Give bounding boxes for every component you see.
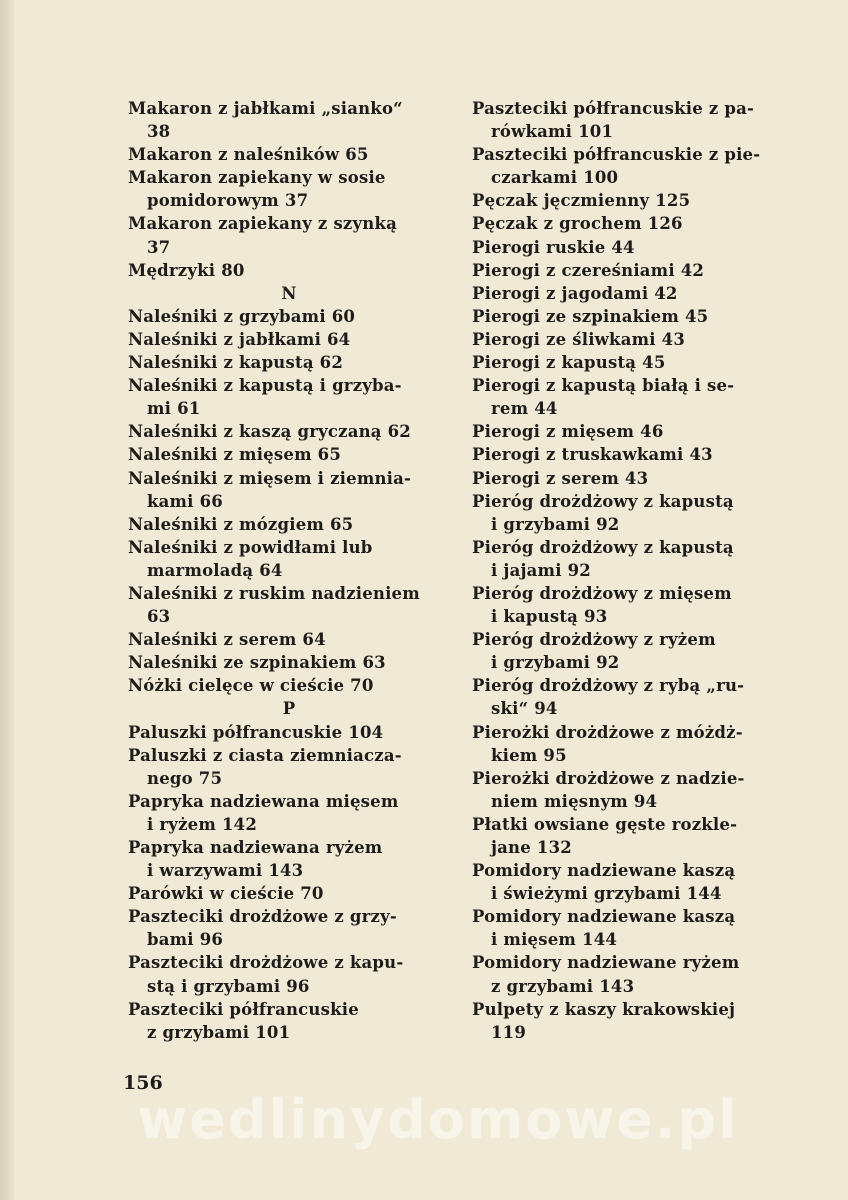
index-entry-continuation: kami 66 [147, 491, 223, 511]
index-entry-continuation: 38 [147, 122, 171, 142]
index-entry-continuation: i jajami 92 [491, 560, 591, 580]
index-entry: Paszteciki drożdżowe z kapu- [128, 953, 404, 973]
index-entry: Paszteciki półfrancuskie [128, 999, 359, 1019]
index-entry: Naleśniki z powidłami lub [128, 537, 373, 557]
index-entry: Naleśniki z kapustą i grzyba- [128, 376, 402, 396]
index-entry: Pieróg drożdżowy z kapustą [472, 537, 734, 557]
index-entry: Naleśniki z kapustą 62 [128, 353, 344, 373]
index-entry: Makaron zapiekany z szynką [128, 214, 398, 234]
index-entry: Pieróg drożdżowy z kapustą [472, 491, 734, 511]
index-entry-continuation: z grzybami 101 [147, 1022, 291, 1042]
index-entry: Naleśniki z serem 64 [128, 630, 326, 650]
index-entry-continuation: i grzybami 92 [491, 514, 620, 534]
page-number: 156 [123, 1072, 163, 1094]
index-entry-continuation: i świeżymi grzybami 144 [491, 884, 722, 904]
index-entry-continuation: rem 44 [491, 399, 558, 419]
index-entry-continuation: z grzybami 143 [491, 976, 635, 996]
index-entry-continuation: kiem 95 [491, 745, 567, 765]
index-entry-continuation: 37 [147, 237, 171, 257]
index-entry: Makaron zapiekany w sosie [128, 168, 386, 188]
index-entry: Naleśniki z kaszą gryczaną 62 [128, 422, 411, 442]
index-entry-continuation: i ryżem 142 [147, 814, 258, 834]
index-entry-continuation: pomidorowym 37 [147, 191, 309, 211]
index-entry: Paluszki półfrancuskie 104 [128, 722, 384, 742]
index-entry: Naleśniki z mózgiem 65 [128, 514, 354, 534]
index-entry: Papryka nadziewana ryżem [128, 838, 383, 857]
index-entry: Pierogi z czereśniami 42 [472, 260, 705, 280]
index-entry-continuation: niem mięsnym 94 [491, 791, 658, 811]
index-entry: Parówki w cieście 70 [128, 884, 324, 904]
index-entry: Pierogi ze śliwkami 43 [472, 329, 686, 349]
index-column-left [128, 97, 450, 1044]
index-entry: Pierogi z serem 43 [472, 468, 649, 488]
index-entry: Papryka nadziewana mięsem [128, 791, 399, 811]
page-edge [0, 0, 14, 1200]
index-entry: Naleśniki z mięsem i ziemnia- [128, 468, 412, 488]
index-entry: Płatki owsiane gęste rozkle- [472, 814, 738, 834]
index-entry: Pęczak z grochem 126 [472, 214, 683, 234]
index-entry: Pęczak jęczmienny 125 [472, 191, 691, 211]
index-entry: Naleśniki z jabłkami 64 [128, 329, 351, 349]
index-entry-continuation: bami 96 [147, 930, 224, 950]
index-entry: Pierożki drożdżowe z móżdż- [472, 722, 743, 742]
index-letter-heading: P [282, 699, 296, 719]
index-entry: Pierogi z truskawkami 43 [472, 445, 713, 465]
index-entry: Paluszki z ciasta ziemniacza- [128, 745, 402, 765]
watermark: wedlinydomowe.pl [137, 1088, 739, 1151]
index-entry: Pierożki drożdżowe z nadzie- [472, 768, 745, 788]
index-entry: Makaron z jabłkami „sianko“ [128, 99, 403, 118]
index-entry: Naleśniki z mięsem 65 [128, 445, 342, 465]
index-entry: Pierogi ruskie 44 [472, 237, 635, 257]
index-entry-continuation: nego 75 [147, 768, 223, 788]
index-entry: Pieróg drożdżowy z mięsem [472, 583, 732, 603]
index-entry: Paszteciki półfrancuskie z pie- [472, 145, 761, 165]
index-entry: Pulpety z kaszy krakowskiej [472, 999, 736, 1019]
index-entry: Pomidory nadziewane kaszą [472, 861, 736, 881]
index-entry: Naleśniki ze szpinakiem 63 [128, 653, 386, 673]
index-entry-continuation: i grzybami 92 [491, 653, 620, 673]
index-entry-continuation: jane 132 [491, 838, 572, 857]
index-entry-continuation: 63 [147, 607, 171, 627]
index-entry-continuation: i kapustą 93 [491, 607, 608, 627]
index-entry-continuation: stą i grzybami 96 [147, 976, 310, 996]
index-letter-heading: N [281, 283, 297, 303]
index-entry: Pieróg drożdżowy z ryżem [472, 630, 716, 650]
index-entry: Paszteciki drożdżowe z grzy- [128, 907, 397, 927]
index-entry: Paszteciki półfrancuskie z pa- [472, 99, 755, 118]
index-entry-continuation: czarkami 100 [491, 168, 619, 188]
index-entry: Pieróg drożdżowy z rybą „ru- [472, 676, 745, 696]
index-entry: Pomidory nadziewane ryżem [472, 953, 740, 973]
index-entry: Naleśniki z ruskim nadzieniem [128, 583, 420, 603]
index-entry: Pierogi ze szpinakiem 45 [472, 306, 709, 326]
index-entry-continuation: rówkami 101 [491, 122, 614, 142]
index-entry: Makaron z naleśników 65 [128, 145, 369, 165]
index-entry-continuation: i warzywami 143 [147, 861, 304, 881]
index-entry: Pierogi z kapustą białą i se- [472, 376, 735, 396]
index-entry: Pomidory nadziewane kaszą [472, 907, 736, 927]
index-entry: Pierogi z kapustą 45 [472, 353, 666, 373]
index-entry: Naleśniki z grzybami 60 [128, 306, 356, 326]
index-entry-continuation: i mięsem 144 [491, 930, 618, 950]
index-entry: Pierogi z mięsem 46 [472, 422, 664, 442]
index-entry-continuation: marmoladą 64 [147, 560, 283, 580]
index-entry-continuation: 119 [491, 1022, 527, 1042]
index-entry-continuation: mi 61 [147, 399, 201, 419]
index-entry: Mędrzyki 80 [128, 260, 245, 280]
index-entry: Nóżki cielęce w cieście 70 [128, 676, 374, 696]
index-column-right [472, 97, 790, 1044]
index-entry-continuation: ski“ 94 [491, 699, 558, 719]
index-entry: Pierogi z jagodami 42 [472, 283, 678, 303]
